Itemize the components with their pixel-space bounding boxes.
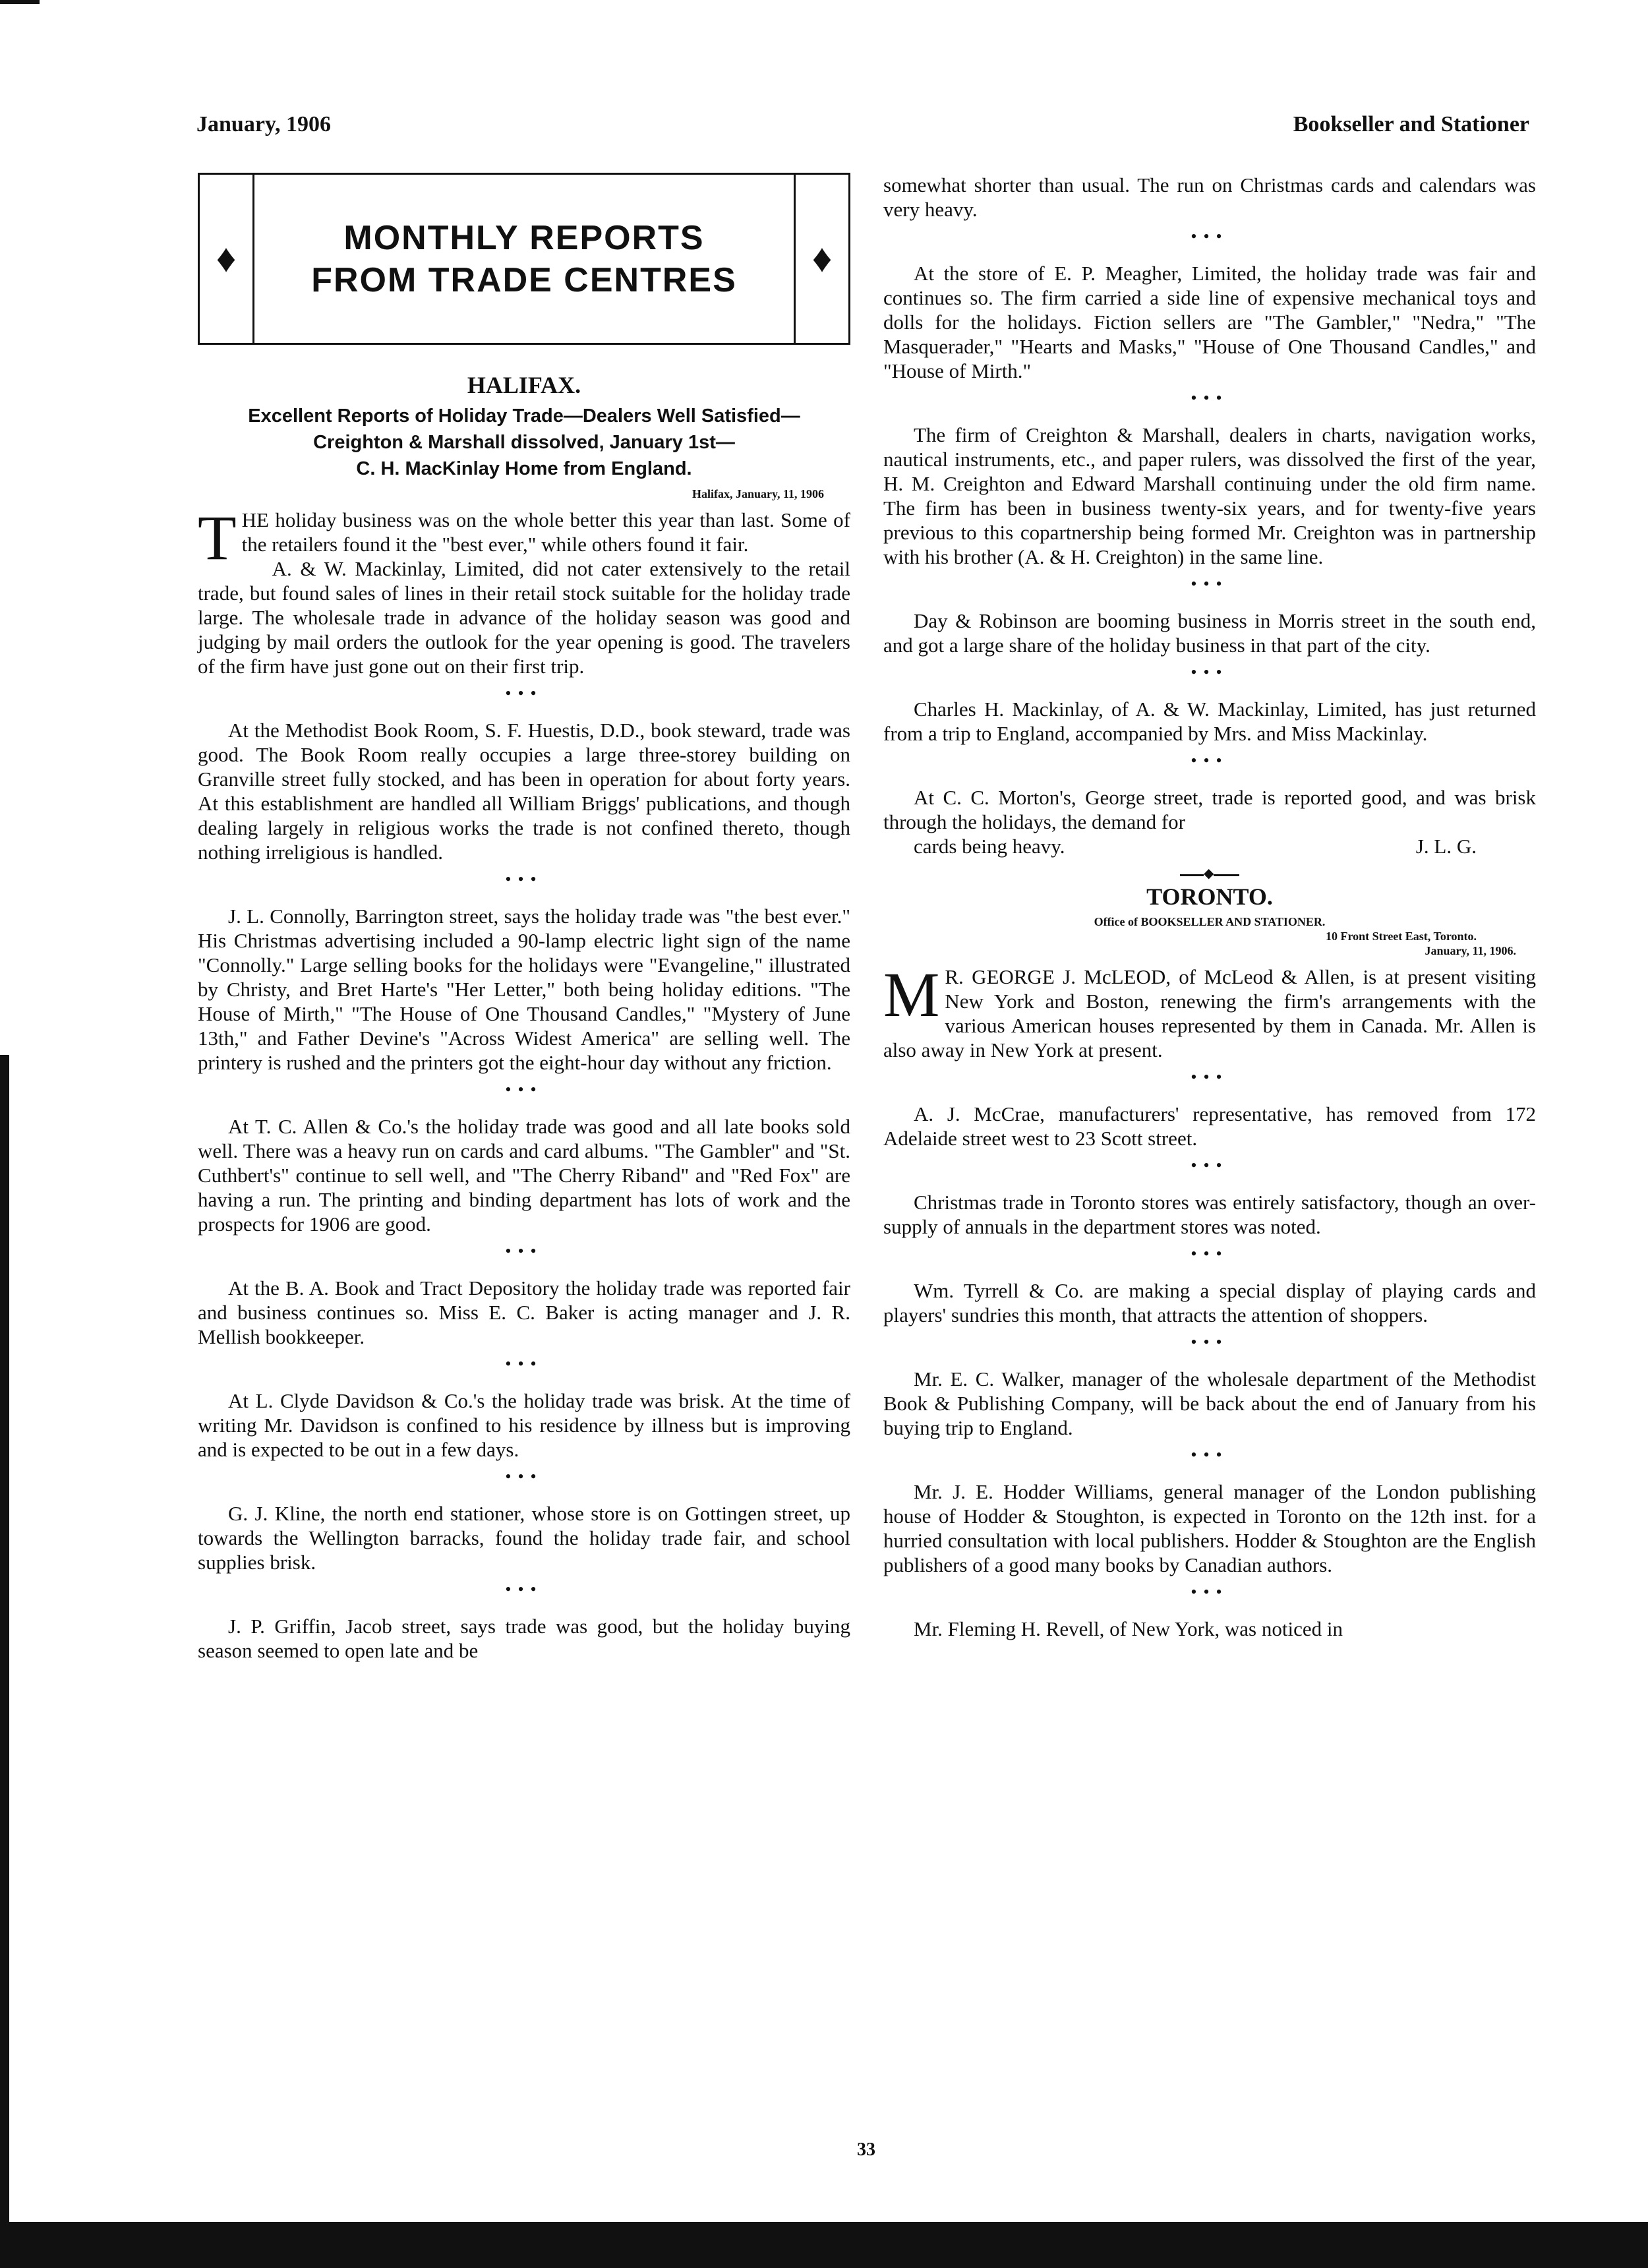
signature-line	[883, 834, 1536, 858]
paragraph: Wm. Tyrrell & Co. are making a special display of playing cards and players' sundries this month, that attracts the attention of shoppers.	[883, 1279, 1536, 1327]
subhead-line: C. H. MacKinlay Home from England.	[356, 458, 692, 479]
scan-edge-mark	[0, 0, 40, 4]
separator: •••	[505, 1354, 543, 1373]
section-title-box	[198, 173, 850, 345]
paragraph: THE holiday business was on the whole better this year than last. Some of the retailers found it the "best ever," while others found it fair.	[198, 502, 850, 573]
paragraph: At T. C. Allen & Co.'s the holiday trade was good and all late books sold well. There was a heavy run on cards and card albums. "The Gambler" and "St. Cuthbert's" continue to sell well, and "The Cherry Riband" and "Red Fox" are having a run. The printing and binding department has lots of work and the prospects for 1906 are good.	[198, 1115, 850, 1236]
paragraph: The firm of Creighton & Marshall, dealers in charts, navigation works, nautical instruments, etc., and paper rulers, was dissolved the first of the year, H. M. Creighton and Edward Marshall continuing under the old firm name. The firm has been in business twenty-six years, and for twenty-five years previous to this copartnership being formed Mr. Creighton was in partnership with his brother (A. & H. Creighton) in the same line.	[883, 423, 1536, 568]
publication-title: Bookseller and Stationer	[1293, 112, 1529, 136]
paragraph: At C. C. Morton's, George street, trade is reported good, and was brisk through the holidays, the demand for	[883, 786, 1536, 833]
paragraph: Mr. E. C. Walker, manager of the wholesale department of the Methodist Book & Publishing Company, will be back about the end of January from his buying trip to England.	[883, 1367, 1536, 1439]
halifax-subhead	[198, 403, 850, 482]
paragraph: J. P. Griffin, Jacob street, says trade was good, but the holiday buying season seemed to open late and be	[198, 1615, 850, 1662]
city-heading-toronto: TORONTO.	[1146, 883, 1273, 910]
section-divider	[1180, 874, 1239, 876]
paragraph: Mr. J. E. Hodder Williams, general manager of the London publishing house of Hodder & Stoughton, is expected in Toronto on the 12th inst. for a hurried consultation with local publishers. Hodder & Stoughton are the English publishers of a good many books by Canadian authors.	[883, 1480, 1536, 1576]
city-heading-halifax: HALIFAX.	[467, 372, 581, 398]
closing-text: cards being heavy.	[914, 835, 1065, 858]
toronto-dateline: January, 11, 1906.	[1425, 944, 1516, 957]
paragraph: A. & W. Mackinlay, Limited, did not cater extensively to the retail trade, but found sales of lines in their retail stock suitable for the holiday trade large. The wholesale trade in advance of the holiday season was good and judging by mail orders the outlook for the year opening is good. The travelers of the firm have just gone out on their first trip.	[198, 557, 850, 678]
drop-cap: M	[883, 959, 940, 1030]
separator: •••	[1191, 388, 1229, 407]
office-line: Office of BOOKSELLER AND STATIONER.	[1094, 915, 1326, 928]
separator: •••	[1191, 1445, 1229, 1464]
paragraph: somewhat shorter than usual. The run on Christmas cards and calendars was very heavy.	[883, 173, 1536, 221]
page-number: 33	[857, 2139, 875, 2160]
separator: •••	[505, 870, 543, 889]
separator: •••	[1191, 227, 1229, 246]
office-address: 10 Front Street East, Toronto.	[1325, 930, 1477, 943]
paragraph: At the Methodist Book Room, S. F. Huestis, D.D., book steward, trade was good. The Book Room really occupies a large three-storey building on Granville street fully stocked, and has been in operation for about forty years. At this establishment are handled all William Briggs' publications, and though dealing largely in religious works the trade is not confined thereto, though nothing irreligious is handled.	[198, 719, 850, 864]
separator: •••	[505, 1241, 543, 1261]
halifax-dateline: Halifax, January, 11, 1906	[692, 487, 824, 500]
paragraph: A. J. McCrae, manufacturers' representative, has removed from 172 Adelaide street west to 23 Scott street.	[883, 1102, 1536, 1150]
separator: •••	[1191, 574, 1229, 593]
shield-icon: ♦	[200, 175, 254, 343]
right-column	[883, 173, 1536, 1641]
paragraph: M R. GEORGE J. McLEOD, of McLeod & Allen, is at present visiting New York and Boston, renewing the firm's arrangements with the various American houses represented by them in Canada. Mr. Allen is also away in New York at present.	[883, 959, 1536, 1061]
separator: •••	[505, 1467, 543, 1486]
signature: J. L. G.	[1415, 835, 1477, 858]
paragraph: At the store of E. P. Meagher, Limited, the holiday trade was fair and continues so. The firm carried a side line of expensive mechanical toys and dolls for the holidays. Fiction sellers are "The Gambler," "Nedra," "The Masquerader," "Hearts and Masks," "House of One Thousand Candles," and "House of Mirth."	[883, 262, 1536, 382]
section-title-line1: MONTHLY REPORTS	[343, 218, 705, 257]
paragraph: Mr. Fleming H. Revell, of New York, was noticed in	[914, 1617, 1343, 1640]
section-title	[254, 175, 794, 343]
shield-icon: ♦	[794, 175, 848, 343]
separator: •••	[1191, 1244, 1229, 1263]
issue-date: January, 1906	[196, 112, 332, 136]
separator: •••	[505, 1580, 543, 1599]
separator: •••	[505, 1080, 543, 1099]
separator: •••	[1191, 1332, 1229, 1352]
drop-cap: T	[198, 502, 237, 573]
separator: •••	[1191, 1156, 1229, 1175]
left-column	[198, 173, 850, 1663]
separator: •••	[1191, 751, 1229, 770]
subhead-line: Excellent Reports of Holiday Trade—Dealers Well Satisfied—	[248, 405, 800, 427]
separator: •••	[1191, 1067, 1229, 1087]
paragraph: At L. Clyde Davidson & Co.'s the holiday trade was brisk. At the time of writing Mr. Davidson is confined to his residence by illness but is improving and is expected to be out in a few days.	[198, 1389, 850, 1461]
scan-bottom-edge	[0, 2222, 1648, 2268]
scan-edge	[0, 1055, 9, 2242]
paragraph: Day & Robinson are booming business in Morris street in the south end, and got a large share of the holiday business in that part of the city.	[883, 609, 1536, 657]
paragraph: Charles H. Mackinlay, of A. & W. Mackinlay, Limited, has just returned from a trip to England, accompanied by Mrs. and Miss Mackinlay.	[883, 698, 1536, 745]
separator: •••	[1191, 663, 1229, 682]
separator: •••	[1191, 1582, 1229, 1601]
separator: •••	[505, 684, 543, 703]
section-title-line2: FROM TRADE CENTRES	[311, 260, 737, 299]
paragraph: Christmas trade in Toronto stores was entirely satisfactory, though an over-supply of annuals in the department stores was noted.	[883, 1191, 1536, 1238]
subhead-line: Creighton & Marshall dissolved, January 1st—	[313, 432, 735, 453]
paragraph: At the B. A. Book and Tract Depository the holiday trade was reported fair and business continues so. Miss E. C. Baker is acting manager and J. R. Mellish bookkeeper.	[198, 1276, 850, 1348]
paragraph: J. L. Connolly, Barrington street, says the holiday trade was "the best ever." His Christmas advertising included a 90-lamp electric light sign of the name "Connolly." Large selling books for the holidays were "Evangeline," illustrated by Christy, and Bret Harte's "Her Letter," both being holiday editions. "The House of Mirth," "The House of One Thousand Candles," "Mystery of June 13th," and Father Devine's "Across Widest America" are selling well. The printery is rushed and the printers got the eight-hour day without any friction.	[198, 905, 850, 1074]
paragraph: G. J. Kline, the north end stationer, whose store is on Gottingen street, up towards the Wellington barracks, found the holiday trade fair, and school supplies brisk.	[198, 1502, 850, 1574]
